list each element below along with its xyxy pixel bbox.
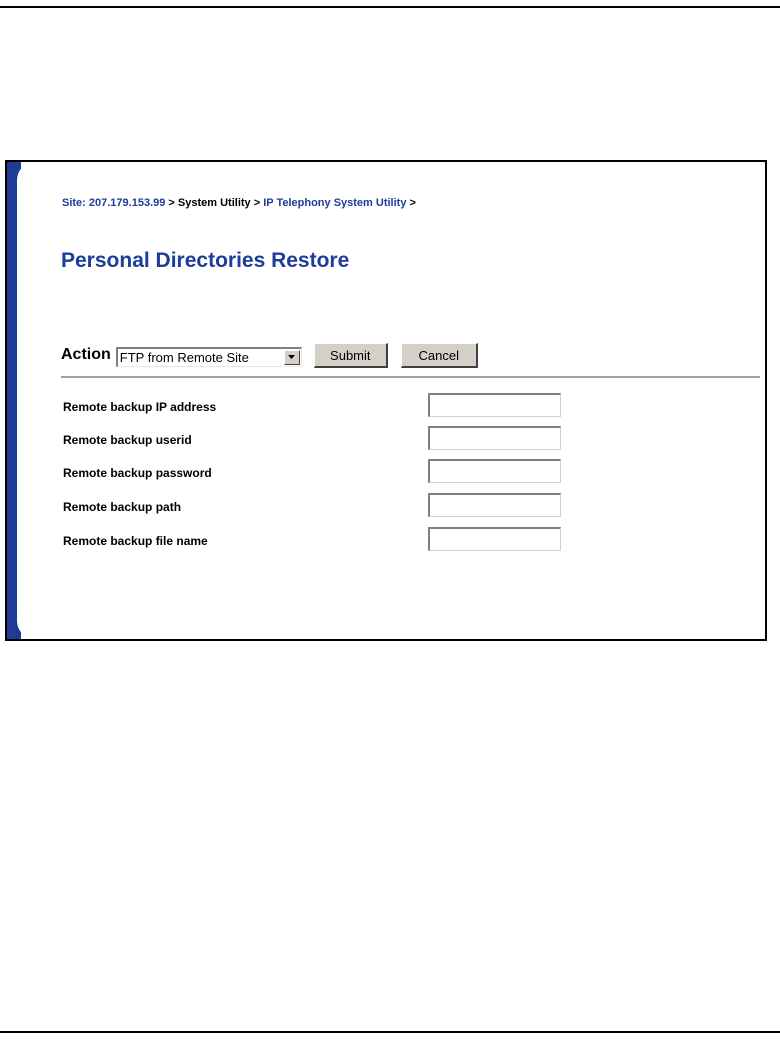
breadcrumb — [62, 197, 416, 209]
remote-password-input[interactable] — [428, 459, 561, 483]
action-select[interactable] — [116, 347, 302, 367]
remote-userid-label: Remote backup userid — [63, 433, 192, 447]
page-title: Personal Directories Restore — [61, 249, 350, 272]
breadcrumb-separator: > — [165, 197, 178, 209]
breadcrumb-separator: > — [250, 197, 264, 209]
breadcrumb-site-link[interactable]: Site: 207.179.153.99 — [62, 197, 166, 209]
submit-button[interactable]: Submit — [314, 343, 388, 368]
action-select-value: FTP from Remote Site — [119, 349, 249, 365]
remote-ip-label: Remote backup IP address — [63, 400, 217, 414]
document-bottom-rule — [0, 1031, 780, 1033]
remote-ip-input[interactable] — [428, 393, 561, 417]
remote-filename-label: Remote backup file name — [63, 534, 208, 548]
action-label: Action — [61, 346, 111, 363]
breadcrumb-separator: > — [406, 197, 416, 209]
remote-password-label: Remote backup password — [63, 466, 212, 480]
remote-path-label: Remote backup path — [63, 500, 182, 514]
breadcrumb-ip-telephony-link[interactable]: IP Telephony System Utility — [263, 197, 407, 209]
section-divider — [61, 376, 760, 378]
chevron-down-icon — [288, 355, 295, 359]
cancel-button[interactable]: Cancel — [401, 343, 478, 368]
document-top-rule — [0, 6, 780, 8]
breadcrumb-system-utility: System Utility — [177, 197, 251, 209]
remote-userid-input[interactable] — [428, 426, 561, 450]
dropdown-arrow-icon[interactable] — [284, 350, 300, 365]
remote-filename-input[interactable] — [428, 527, 561, 551]
screenshot-frame — [5, 160, 767, 641]
content-panel — [17, 162, 765, 639]
remote-path-input[interactable] — [428, 493, 561, 517]
action-row — [61, 342, 478, 368]
